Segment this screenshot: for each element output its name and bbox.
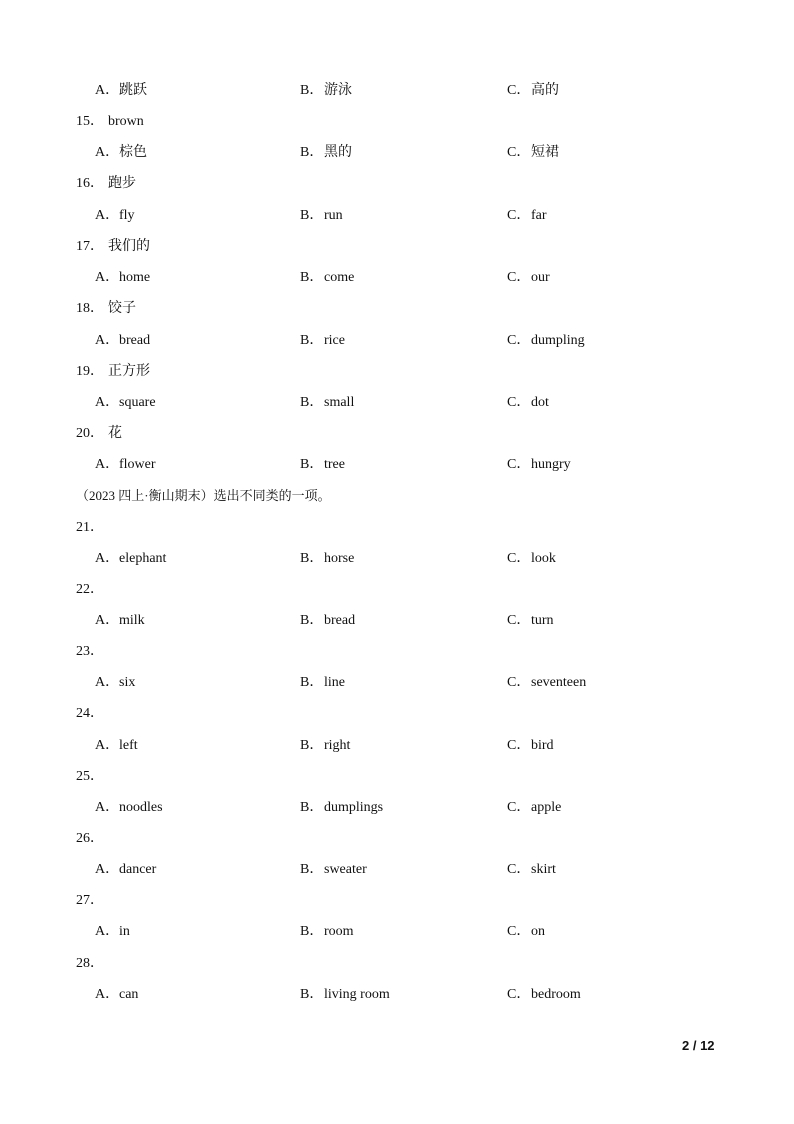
option-letter: A．	[95, 83, 120, 98]
option-c	[507, 391, 549, 415]
option-text: six	[119, 675, 136, 690]
option-text: bedroom	[531, 987, 581, 1002]
option-b	[300, 547, 354, 571]
option-letter: C．	[507, 613, 531, 628]
option-text: in	[119, 924, 130, 939]
q24-options	[0, 734, 794, 758]
option-a	[95, 671, 135, 695]
question-number: 17．	[76, 239, 104, 254]
option-text: run	[324, 208, 343, 223]
option-c	[507, 266, 550, 290]
option-c	[507, 329, 585, 353]
option-letter: A．	[95, 987, 120, 1002]
option-a	[95, 266, 150, 290]
option-c	[507, 671, 586, 695]
option-text: 跳跃	[119, 83, 147, 98]
option-a	[95, 858, 156, 882]
option-text: noodles	[119, 800, 163, 815]
option-letter: B．	[300, 457, 324, 472]
question-21	[0, 516, 794, 540]
question-15	[0, 110, 794, 134]
q18-options	[0, 329, 794, 353]
q27-options	[0, 920, 794, 944]
option-text: rice	[324, 333, 345, 348]
q23-options	[0, 671, 794, 695]
option-letter: C．	[507, 800, 531, 815]
option-c	[507, 983, 581, 1007]
page-number: 2 / 12	[682, 1038, 715, 1053]
question-number: 16．	[76, 176, 104, 191]
question-stem: 正方形	[108, 364, 150, 379]
option-text: 黑的	[324, 145, 352, 160]
q20-options	[0, 453, 794, 477]
option-a	[95, 920, 130, 944]
option-letter: B．	[300, 987, 324, 1002]
question-number: 15．	[76, 114, 104, 129]
question-stem: brown	[108, 114, 144, 129]
option-a	[95, 453, 156, 477]
q16-options	[0, 204, 794, 228]
option-text: can	[119, 987, 139, 1002]
option-letter: A．	[95, 395, 120, 410]
option-b	[300, 983, 390, 1007]
option-text: bird	[531, 738, 554, 753]
question-stem: 我们的	[108, 239, 150, 254]
option-text: dot	[531, 395, 549, 410]
option-c	[507, 79, 559, 103]
option-letter: A．	[95, 613, 120, 628]
option-letter: B．	[300, 800, 324, 815]
option-text: far	[531, 208, 547, 223]
option-text: look	[531, 551, 556, 566]
option-letter: B．	[300, 83, 324, 98]
option-b	[300, 858, 367, 882]
option-text: sweater	[324, 862, 367, 877]
option-letter: B．	[300, 862, 324, 877]
q21-options	[0, 547, 794, 571]
question-22	[0, 578, 794, 602]
option-text: living room	[324, 987, 390, 1002]
option-b	[300, 79, 352, 103]
option-text: seventeen	[531, 675, 587, 690]
option-b	[300, 609, 355, 633]
option-text: 游泳	[324, 83, 352, 98]
option-b	[300, 453, 345, 477]
option-text: dumpling	[531, 333, 585, 348]
option-letter: A．	[95, 457, 120, 472]
option-text: on	[531, 924, 545, 939]
option-a	[95, 796, 163, 820]
option-text: dumplings	[324, 800, 384, 815]
option-letter: C．	[507, 675, 531, 690]
option-text: elephant	[119, 551, 167, 566]
q22-options	[0, 609, 794, 633]
option-a	[95, 547, 166, 571]
option-a	[95, 204, 135, 228]
option-text: 棕色	[119, 145, 147, 160]
question-number: 18．	[76, 301, 104, 316]
option-b	[300, 391, 354, 415]
question-number: 27．	[76, 893, 104, 908]
option-c	[507, 796, 561, 820]
option-letter: C．	[507, 924, 531, 939]
q17-options	[0, 266, 794, 290]
question-number: 22．	[76, 582, 104, 597]
question-26	[0, 827, 794, 851]
question-28	[0, 952, 794, 976]
option-letter: A．	[95, 270, 120, 285]
question-27	[0, 889, 794, 913]
option-b	[300, 204, 343, 228]
option-letter: C．	[507, 551, 531, 566]
q15-options	[0, 141, 794, 165]
option-letter: A．	[95, 208, 120, 223]
option-letter: B．	[300, 738, 324, 753]
option-letter: C．	[507, 987, 531, 1002]
option-text: home	[119, 270, 151, 285]
option-letter: A．	[95, 924, 120, 939]
option-letter: B．	[300, 675, 324, 690]
option-b	[300, 796, 383, 820]
option-letter: C．	[507, 395, 531, 410]
option-letter: C．	[507, 333, 531, 348]
question-number: 25．	[76, 769, 104, 784]
option-c	[507, 858, 556, 882]
option-letter: B．	[300, 924, 324, 939]
question-17	[0, 235, 794, 259]
option-letter: A．	[95, 675, 120, 690]
option-text: fly	[119, 208, 135, 223]
option-letter: B．	[300, 270, 324, 285]
question-24	[0, 702, 794, 726]
question-number: 19．	[76, 364, 104, 379]
option-letter: A．	[95, 333, 120, 348]
option-c	[507, 734, 554, 758]
option-letter: B．	[300, 395, 324, 410]
option-b	[300, 141, 352, 165]
option-a	[95, 329, 150, 353]
option-text: tree	[324, 457, 345, 472]
option-letter: C．	[507, 208, 531, 223]
question-19	[0, 360, 794, 384]
option-text: bread	[119, 333, 151, 348]
question-stem: 饺子	[108, 301, 136, 316]
question-number: 28．	[76, 956, 104, 971]
option-letter: C．	[507, 862, 531, 877]
option-text: turn	[531, 613, 554, 628]
option-c	[507, 453, 571, 477]
option-b	[300, 671, 345, 695]
question-number: 20．	[76, 426, 104, 441]
question-20	[0, 422, 794, 446]
question-16	[0, 172, 794, 196]
option-text: room	[324, 924, 354, 939]
option-letter: A．	[95, 738, 120, 753]
option-text: dancer	[119, 862, 157, 877]
option-letter: C．	[507, 145, 531, 160]
question-number: 24．	[76, 706, 104, 721]
option-c	[507, 204, 547, 228]
option-letter: A．	[95, 551, 120, 566]
option-text: milk	[119, 613, 145, 628]
question-25	[0, 765, 794, 789]
option-b	[300, 266, 354, 290]
option-text: bread	[324, 613, 356, 628]
question-number: 23．	[76, 644, 104, 659]
question-stem: 跑步	[108, 176, 136, 191]
option-text: our	[531, 270, 550, 285]
q26-options	[0, 858, 794, 882]
section-instruction: （2023 四上·衡山期末）选出不同类的一项。	[76, 488, 331, 503]
option-a	[95, 734, 138, 758]
option-text: come	[324, 270, 355, 285]
option-c	[507, 547, 556, 571]
question-number: 21．	[76, 520, 104, 535]
option-b	[300, 920, 354, 944]
q19-options	[0, 391, 794, 415]
option-c	[507, 609, 554, 633]
question-18	[0, 297, 794, 321]
option-letter: C．	[507, 270, 531, 285]
option-a	[95, 391, 156, 415]
option-letter: A．	[95, 862, 120, 877]
option-text: skirt	[531, 862, 556, 877]
option-c	[507, 141, 559, 165]
option-letter: A．	[95, 145, 120, 160]
option-letter: B．	[300, 613, 324, 628]
option-a	[95, 983, 138, 1007]
option-a	[95, 609, 145, 633]
option-a	[95, 141, 147, 165]
option-text: horse	[324, 551, 355, 566]
option-text: 高的	[531, 83, 559, 98]
option-letter: C．	[507, 738, 531, 753]
question-stem: 花	[108, 426, 122, 441]
option-letter: C．	[507, 83, 531, 98]
q25-options	[0, 796, 794, 820]
option-b	[300, 734, 350, 758]
option-letter: A．	[95, 800, 120, 815]
q28-options	[0, 983, 794, 1007]
option-letter: B．	[300, 333, 324, 348]
option-text: 短裙	[531, 145, 559, 160]
option-letter: B．	[300, 551, 324, 566]
option-letter: C．	[507, 457, 531, 472]
option-text: flower	[119, 457, 156, 472]
q14-options	[0, 79, 794, 103]
option-text: small	[324, 395, 355, 410]
option-text: left	[119, 738, 138, 753]
question-number: 26．	[76, 831, 104, 846]
option-text: hungry	[531, 457, 571, 472]
option-b	[300, 329, 345, 353]
option-letter: B．	[300, 145, 324, 160]
option-text: square	[119, 395, 156, 410]
option-a	[95, 79, 147, 103]
option-letter: B．	[300, 208, 324, 223]
option-c	[507, 920, 545, 944]
option-text: apple	[531, 800, 562, 815]
question-23	[0, 640, 794, 664]
option-text: right	[324, 738, 351, 753]
option-text: line	[324, 675, 345, 690]
